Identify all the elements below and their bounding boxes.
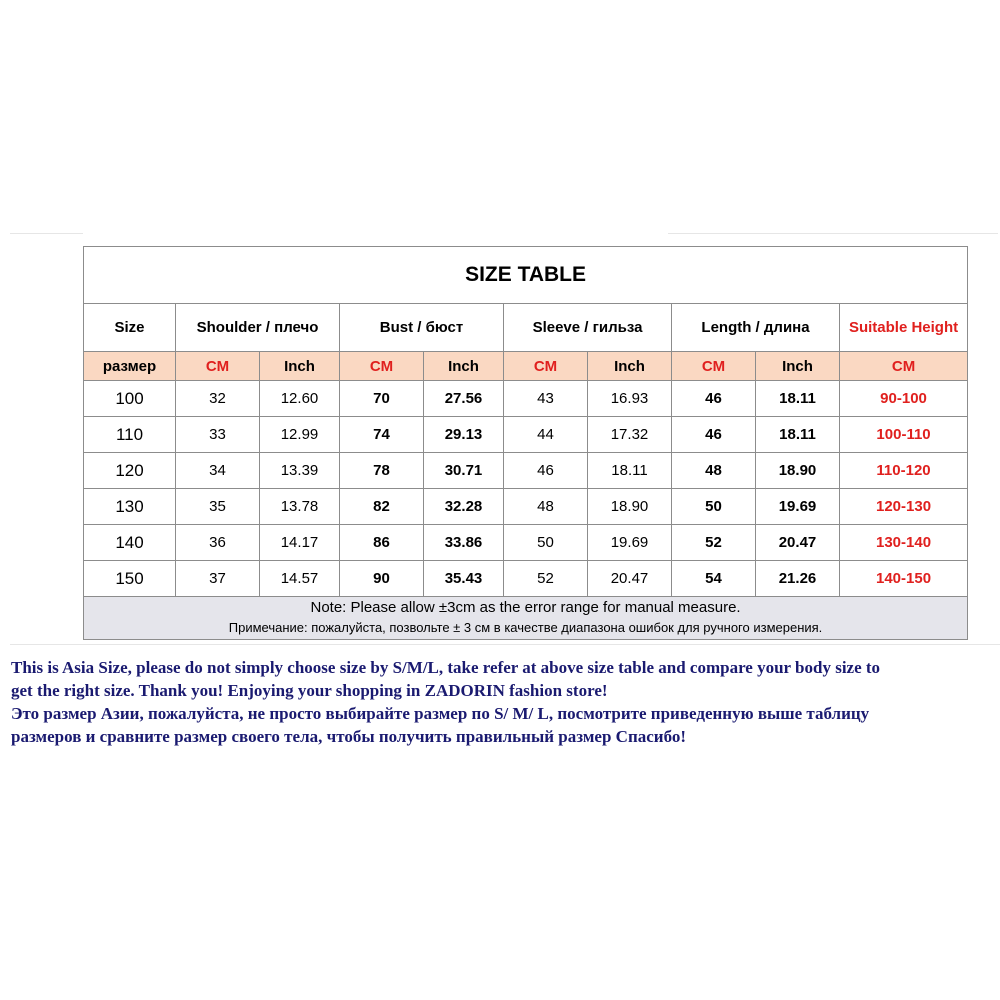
cell-sleeve-inch: 19.69 [588,525,672,561]
cell-sleeve-cm: 46 [504,453,588,489]
subheader-cm: CM [340,352,424,381]
cell-shoulder-inch: 12.99 [260,417,340,453]
cell-shoulder-inch: 13.78 [260,489,340,525]
note-russian: Примечание: пожалуйста, позвольте ± 3 см в качестве диапазона ошибок для ручного измерения. [228,620,823,635]
subheader-inch: Inch [756,352,840,381]
cell-bust-cm: 86 [340,525,424,561]
cell-bust-inch: 35.43 [424,561,504,597]
table-row [84,489,968,525]
cell-height-cm: 130-140 [840,525,968,561]
note-row [84,597,968,640]
subheader-cm: CM [176,352,260,381]
cell-bust-inch: 30.71 [424,453,504,489]
cell-length-cm: 52 [672,525,756,561]
cell-bust-inch: 32.28 [424,489,504,525]
subheader-cm: CM [840,352,968,381]
cell-bust-inch: 29.13 [424,417,504,453]
subheader-inch: Inch [260,352,340,381]
cell-height-cm: 120-130 [840,489,968,525]
cell-sleeve-inch: 17.32 [588,417,672,453]
cell-sleeve-inch: 16.93 [588,381,672,417]
cell-length-inch: 19.69 [756,489,840,525]
cell-height-cm: 90-100 [840,381,968,417]
cell-length-cm: 48 [672,453,756,489]
cell-sleeve-cm: 44 [504,417,588,453]
cell-sleeve-cm: 48 [504,489,588,525]
cell-shoulder-cm: 36 [176,525,260,561]
cell-shoulder-inch: 14.17 [260,525,340,561]
info-line: get the right size. Thank you! Enjoying your shopping in ZADORIN fashion store! [11,681,608,700]
cell-length-inch: 20.47 [756,525,840,561]
cell-sleeve-cm: 43 [504,381,588,417]
cell-height-cm: 100-110 [840,417,968,453]
cell-shoulder-inch: 13.39 [260,453,340,489]
size-table [83,246,968,640]
cell-shoulder-cm: 32 [176,381,260,417]
cell-bust-inch: 27.56 [424,381,504,417]
info-line: размеров и сравните размер своего тела, чтобы получить правильный размер Спасибо! [11,727,687,746]
cell-shoulder-cm: 34 [176,453,260,489]
header-sleeve: Sleeve / гильза [504,304,672,352]
cell-bust-cm: 78 [340,453,424,489]
cell-size: 140 [84,525,176,561]
cell-shoulder-inch: 12.60 [260,381,340,417]
cell-length-cm: 46 [672,417,756,453]
cell-size: 120 [84,453,176,489]
header-bust: Bust / бюст [340,304,504,352]
subheader-row [84,352,968,381]
cell-length-cm: 46 [672,381,756,417]
table-row [84,381,968,417]
subheader-inch: Inch [588,352,672,381]
table-row [84,453,968,489]
info-line: This is Asia Size, please do not simply choose size by S/M/L, take refer at above size table and compare your body size to [11,658,881,677]
cell-sleeve-cm: 50 [504,525,588,561]
cell-sleeve-inch: 18.11 [588,453,672,489]
cell-shoulder-cm: 33 [176,417,260,453]
background-gridline [10,233,83,234]
cell-sleeve-inch: 20.47 [588,561,672,597]
table-title: SIZE TABLE [84,247,968,304]
subheader-size: размер [84,352,176,381]
header-length: Length / длина [672,304,840,352]
info-line: Это размер Азии, пожалуйста, не просто выбирайте размер по S/ M/ L, посмотрите приведенную выше таблицу [11,704,870,723]
table-row [84,561,968,597]
note-cell [84,597,968,640]
cell-length-inch: 18.11 [756,381,840,417]
header-suitable-height: Suitable Height [840,304,968,352]
size-info-text [11,656,991,748]
subheader-inch: Inch [424,352,504,381]
cell-length-cm: 50 [672,489,756,525]
cell-shoulder-inch: 14.57 [260,561,340,597]
cell-size: 150 [84,561,176,597]
cell-length-inch: 18.90 [756,453,840,489]
subheader-cm: CM [504,352,588,381]
cell-bust-cm: 74 [340,417,424,453]
background-gridline [668,233,998,234]
cell-bust-cm: 90 [340,561,424,597]
cell-size: 100 [84,381,176,417]
header-size: Size [84,304,176,352]
cell-height-cm: 140-150 [840,561,968,597]
cell-sleeve-inch: 18.90 [588,489,672,525]
note-english: Note: Please allow ±3cm as the error range for manual measure. [310,599,741,616]
table-row [84,417,968,453]
subheader-cm: CM [672,352,756,381]
cell-length-inch: 21.26 [756,561,840,597]
header-shoulder: Shoulder / плечо [176,304,340,352]
header-row [84,304,968,352]
cell-sleeve-cm: 52 [504,561,588,597]
cell-bust-inch: 33.86 [424,525,504,561]
cell-size: 130 [84,489,176,525]
cell-length-inch: 18.11 [756,417,840,453]
cell-height-cm: 110-120 [840,453,968,489]
cell-bust-cm: 82 [340,489,424,525]
background-gridline [10,644,1000,645]
table-row [84,525,968,561]
cell-size: 110 [84,417,176,453]
cell-bust-cm: 70 [340,381,424,417]
cell-shoulder-cm: 35 [176,489,260,525]
cell-length-cm: 54 [672,561,756,597]
cell-shoulder-cm: 37 [176,561,260,597]
